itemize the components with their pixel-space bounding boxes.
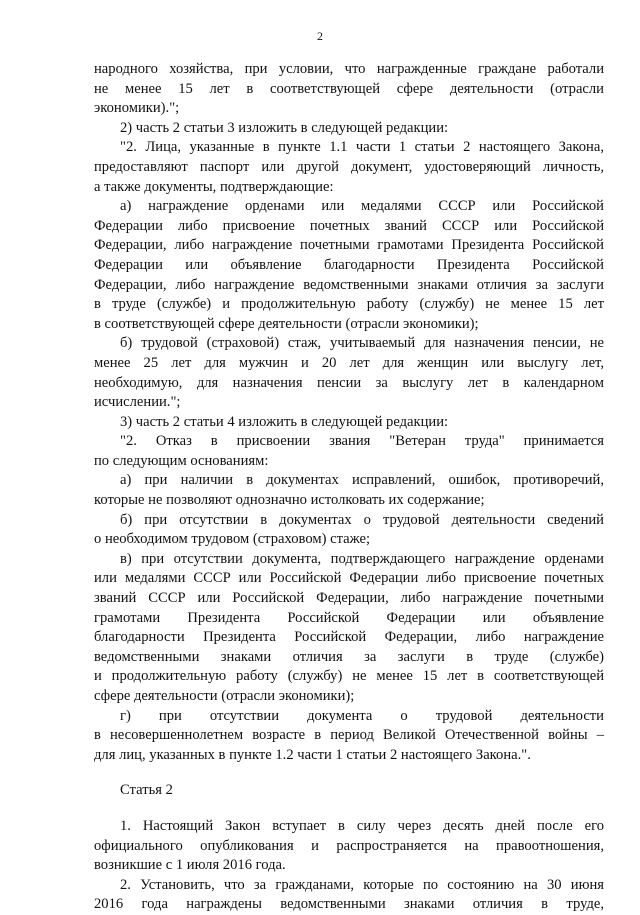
text-line: г) при отсутствии документа о трудовой деятельности xyxy=(120,707,604,724)
text-line: а) при наличии в документах исправлений, ошибок, противоречий, xyxy=(120,472,604,489)
text-line: Федерации либо присвоение почетных званий СССР или Российской xyxy=(94,217,604,234)
document-body xyxy=(94,60,604,915)
text-line: 2016 года награждены ведомственными знаками отличия в труде, xyxy=(94,896,604,913)
text-line: Федерации, либо награждение почетными грамотами Президента Российской xyxy=(94,237,604,254)
text-line: для лиц, указанных в пункте 1.2 части 1 статьи 2 настоящего Закона.". xyxy=(94,746,531,763)
text-line: в труде (службе) и продолжительную работу (службу) не менее 15 лет xyxy=(94,296,604,313)
text-line: "2. Лица, указанные в пункте 1.1 части 1 статьи 2 настоящего Закона, xyxy=(120,139,604,156)
text-line: или медалями СССР или Российской Федерации либо присвоение почетных xyxy=(94,570,604,587)
text-line: экономики)."; xyxy=(94,100,180,117)
text-line: официального опубликования и распространяется на правоотношения, xyxy=(94,837,604,854)
article-2-text xyxy=(94,817,604,915)
text-line: б) при отсутствии в документах о трудовой деятельности сведений xyxy=(120,511,604,528)
text-line: "2. Отказ в присвоении звания "Ветеран труда" принимается xyxy=(120,433,604,450)
text-line: в несовершеннолетнем возрасте в период Великой Отечественной войны – xyxy=(94,727,604,744)
text-line: а) награждение орденами или медалями СССР или Российской xyxy=(120,198,604,215)
text-line: 2) часть 2 статьи 3 изложить в следующей редакции: xyxy=(120,119,449,136)
text-line: в) при отсутствии документа, подтверждающего награждение орденами xyxy=(120,550,604,567)
text-line: народного хозяйства, при условии, что награжденные граждане работали xyxy=(94,61,604,77)
article-heading: Статья 2 xyxy=(120,782,173,799)
spacer xyxy=(94,765,604,781)
page-number: 2 xyxy=(317,29,323,43)
text-line: менее 25 лет для мужчин и 20 лет для женщин или выслугу лет, xyxy=(94,354,604,371)
spacer xyxy=(94,801,604,817)
text-line: грамотами Президента Российской Федерации или объявление xyxy=(94,609,604,626)
text-line: 2. Установить, что за гражданами, которые по состоянию на 30 июня xyxy=(120,876,604,893)
text-line: предоставляют паспорт или другой документ, удостоверяющий личность, xyxy=(94,158,604,175)
text-line: не менее 15 лет в соответствующей сфере деятельности (отрасли xyxy=(94,80,604,97)
text-line: а также документы, подтверждающие: xyxy=(94,178,334,195)
text-line: необходимую, для назначения пенсии за выслугу лет в календарном xyxy=(94,374,604,391)
text-line: сфере деятельности (отрасли экономики); xyxy=(94,688,355,704)
text-line: исчислении."; xyxy=(94,394,181,411)
text-line: и продолжительную работу (службу) не менее 15 лет в соответствующей xyxy=(94,668,604,685)
text-line: 1. Настоящий Закон вступает в силу через десять дней после его xyxy=(120,817,604,834)
text-line: о необходимом трудовом (страховом) стаже; xyxy=(94,531,371,548)
text-line: которые не позволяют однозначно истолковать их содержание; xyxy=(94,492,485,509)
article-1-continuation xyxy=(94,60,604,765)
text-line: благодарности Президента Российской Федерации, либо награждение xyxy=(94,629,604,646)
text-line: в соответствующей сфере деятельности (отрасли экономики); xyxy=(94,315,479,332)
text-line: по следующим основаниям: xyxy=(94,452,269,469)
text-line: 3) часть 2 статьи 4 изложить в следующей редакции: xyxy=(120,413,449,430)
text-line: званий СССР или Российской Федерации, либо награждение почетными xyxy=(94,590,604,607)
text-line: Федерации, либо награждение ведомственными знаками отличия за заслуги xyxy=(94,276,604,293)
text-line: ведомственными знаками отличия за заслуги в труде (службе) xyxy=(94,648,604,665)
text-line: Федерации или объявление благодарности Президента Российской xyxy=(94,256,604,273)
text-line: б) трудовой (страховой) стаж, учитываемый для назначения пенсии, не xyxy=(120,335,604,352)
text-line: возникшие с 1 июля 2016 года. xyxy=(94,857,286,874)
